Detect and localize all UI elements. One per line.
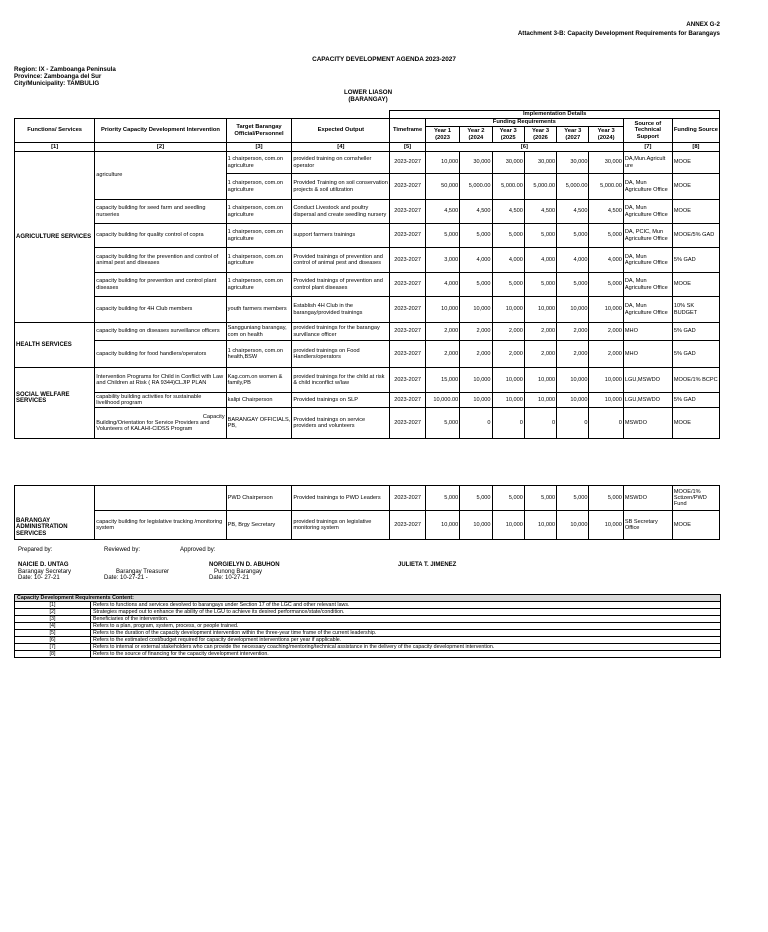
reference-key: [5] — [15, 630, 91, 637]
fund-cell: MOOE — [672, 511, 719, 540]
amount-cell: 5,000 — [460, 273, 492, 297]
source-cell: MSWDO — [623, 408, 672, 439]
prepared-label: Prepared by: — [18, 547, 53, 553]
section-agriculture: AGRICULTURE SERVICES — [15, 152, 95, 323]
col-funding-req-header: Funding Requirements — [425, 119, 623, 127]
table-row — [15, 224, 720, 248]
amount-cell: 5,000 — [557, 224, 589, 248]
timeframe-cell: 2023-2027 — [390, 511, 425, 540]
fund-cell: 10% SK BUDGET — [672, 297, 719, 323]
reference-item — [15, 602, 721, 609]
intervention-capacity-label: Capacity — [202, 413, 225, 420]
table-row — [15, 273, 720, 297]
amount-cell: 30,000 — [460, 152, 492, 174]
amount-cell: 0 — [557, 408, 589, 439]
reviewed-label: Reviewed by: — [104, 547, 141, 553]
timeframe-cell: 2023-2027 — [390, 408, 425, 439]
output-cell: Provided Training on soil conservation projects & soil utilization — [292, 174, 390, 200]
amount-cell: 5,000 — [425, 486, 459, 511]
amount-cell: 2,000 — [557, 341, 589, 368]
amount-cell: 5,000 — [589, 486, 623, 511]
timeframe-cell: 2023-2027 — [390, 152, 425, 174]
fund-cell: MOOE — [672, 408, 719, 439]
amount-cell: 4,500 — [524, 200, 556, 224]
amount-cell: 10,000 — [524, 393, 556, 408]
amount-cell: 5,000 — [425, 408, 459, 439]
timeframe-cell: 2023-2027 — [390, 273, 425, 297]
amount-cell: 10,000 — [460, 368, 492, 393]
source-cell: DA, Mun Agriculture Office — [623, 200, 672, 224]
intervention-cell — [95, 408, 226, 439]
reference-item — [15, 637, 721, 644]
target-cell: BARANGAY OFFICIALS, PB, — [226, 408, 292, 439]
col-number: [5] — [390, 143, 425, 152]
amount-cell: 4,000 — [557, 248, 589, 273]
target-cell: Kag.com.on women & family,PB — [226, 368, 292, 393]
table-row — [15, 511, 720, 540]
amount-cell: 10,000 — [589, 368, 623, 393]
capacity-table — [14, 110, 720, 540]
table-row — [15, 323, 720, 341]
col-number: [6] — [425, 143, 623, 152]
reference-key: [1] — [15, 602, 91, 609]
amount-cell: 10,000 — [492, 368, 524, 393]
amount-cell: 2,000 — [524, 341, 556, 368]
intervention-cell: capacity building for the prevention and control of animal pest and diseases — [95, 248, 226, 273]
year-header: Year 3 (2024) — [589, 127, 623, 143]
amount-cell: 30,000 — [492, 152, 524, 174]
source-cell: DA, Mun Agriculture Office — [623, 273, 672, 297]
timeframe-cell: 2023-2027 — [390, 486, 425, 511]
output-cell: Provided trainings on service providers and volunteers — [292, 408, 390, 439]
intervention-cell — [95, 486, 226, 511]
fund-cell: MOOE — [672, 174, 719, 200]
intervention-cell: capacity building for legislative tracking /monitoring system — [95, 511, 226, 540]
reference-item — [15, 651, 721, 658]
spacer — [15, 439, 720, 486]
amount-cell: 2,000 — [460, 323, 492, 341]
output-cell: provided trainings for the child at risk & child inconflict w/law — [292, 368, 390, 393]
target-cell: 1 chairperson, com.on agriculture — [226, 224, 292, 248]
amount-cell: 5,000 — [524, 224, 556, 248]
page-title: CAPACITY DEVELOPMENT AGENDA 2023-2027 — [312, 56, 456, 63]
timeframe-cell: 2023-2027 — [390, 174, 425, 200]
fund-cell: MOOE/1% BCPC — [672, 368, 719, 393]
table-row — [15, 297, 720, 323]
source-cell: LGU,MSWDO — [623, 393, 672, 408]
amount-cell: 5,000.00 — [557, 174, 589, 200]
reviewer-title: Barangay Treasurer — [116, 569, 170, 575]
amount-cell: 10,000 — [425, 152, 459, 174]
timeframe-cell: 2023-2027 — [390, 248, 425, 273]
preparer-date: Date: 10- 27-21 — [18, 575, 60, 581]
reference-key: [4] — [15, 623, 91, 630]
amount-cell: 2,000 — [524, 323, 556, 341]
intervention-cell: capacity building for prevention and control plant diseases — [95, 273, 226, 297]
amount-cell: 0 — [524, 408, 556, 439]
col-priority-header: Priority Capacity Development Intervention — [95, 119, 226, 143]
amount-cell: 0 — [492, 408, 524, 439]
amount-cell: 4,500 — [425, 200, 459, 224]
year-header: Year 3 (2025 — [492, 127, 524, 143]
col-number: [4] — [292, 143, 390, 152]
output-cell: provided trainings on Food Handlers/operators — [292, 341, 390, 368]
reference-table — [14, 594, 721, 658]
col-timeframe-header: Timeframe — [390, 119, 425, 143]
city-label: City/Municipality: TAMBULIG — [14, 80, 100, 87]
amount-cell: 5,000 — [557, 486, 589, 511]
amount-cell: 10,000 — [524, 297, 556, 323]
approved-label: Approved by: — [180, 547, 216, 553]
barangay-label: (BARANGAY) — [348, 96, 388, 103]
intervention-cell: capability building activities for sustainable livelihood program — [95, 393, 226, 408]
province-label: Province: Zamboanga del Sur — [14, 73, 102, 80]
intervention-cell: capacity building on diseases surveillance officers — [95, 323, 226, 341]
reference-key: [2] — [15, 609, 91, 616]
table-row — [15, 152, 720, 174]
section-barangay-admin: BARANGAY ADMINISTRATION SERVICES — [15, 486, 95, 540]
reference-key: [6] — [15, 637, 91, 644]
reference-key: [8] — [15, 651, 91, 658]
amount-cell: 2,000 — [589, 341, 623, 368]
amount-cell: 4,000 — [460, 248, 492, 273]
amount-cell: 2,000 — [425, 341, 459, 368]
amount-cell: 5,000 — [589, 224, 623, 248]
reference-text: Strategies mapped out to enhance the ability of the LGU to achieve its desired performance/state/condition. — [91, 609, 721, 616]
intervention-cell: capacity building for 4H Club members — [95, 297, 226, 323]
amount-cell: 4,500 — [460, 200, 492, 224]
col-funding-source-header: Funding Source — [672, 119, 719, 143]
intervention-cell: agriculture — [95, 152, 226, 200]
year-header: Year 3 (2027 — [557, 127, 589, 143]
intervention-cell: capacity building for quality control of copra — [95, 224, 226, 248]
amount-cell: 4,500 — [557, 200, 589, 224]
annex-label: ANNEX G-2 — [686, 21, 720, 28]
reference-text: Refers to the duration of the capacity development intervention within the three-year time frame of the current leadership. — [91, 630, 721, 637]
target-cell: 1 chairperson, com.on agriculture — [226, 248, 292, 273]
other-signatory-name: JULIETA T. JIMENEZ — [398, 562, 457, 568]
impl-details-header: Implementation Details — [390, 111, 720, 119]
barangay-name: LOWER LIASON — [343, 89, 393, 96]
amount-cell: 10,000 — [557, 368, 589, 393]
amount-cell: 5,000.00 — [460, 174, 492, 200]
amount-cell: 5,000 — [492, 273, 524, 297]
blank-cell — [15, 111, 390, 119]
amount-cell: 4,500 — [589, 200, 623, 224]
amount-cell: 4,000 — [425, 273, 459, 297]
preparer-title: Barangay Secretary — [18, 569, 72, 575]
amount-cell: 10,000 — [524, 511, 556, 540]
source-cell: SB Secretary Office — [623, 511, 672, 540]
table-row — [15, 341, 720, 368]
target-cell: PWD Chairperson — [226, 486, 292, 511]
source-cell: MHO — [623, 341, 672, 368]
year-header: Year 2 (2024 — [460, 127, 492, 143]
amount-cell: 10,000 — [557, 511, 589, 540]
fund-cell: 5% GAD — [672, 248, 719, 273]
reference-item — [15, 630, 721, 637]
col-functions-header: Functions/ Services — [15, 119, 95, 143]
year-header: Year 3 (2026 — [524, 127, 556, 143]
fund-cell: 5% GAD — [672, 393, 719, 408]
amount-cell: 4,000 — [492, 248, 524, 273]
intervention-cell: capacity building for seed farm and seedling nurseries — [95, 200, 226, 224]
amount-cell: 50,000 — [425, 174, 459, 200]
amount-cell: 2,000 — [460, 341, 492, 368]
amount-cell: 0 — [460, 408, 492, 439]
amount-cell: 4,000 — [524, 248, 556, 273]
source-cell: LGU,MSWDO — [623, 368, 672, 393]
amount-cell: 2,000 — [589, 323, 623, 341]
amount-cell: 2,000 — [492, 323, 524, 341]
output-cell: Provided trainings to PWD Leaders — [292, 486, 390, 511]
fund-cell: 5% GAD — [672, 341, 719, 368]
reference-key: [3] — [15, 616, 91, 623]
target-cell: 1 chairperson, com.on agriculture — [226, 200, 292, 224]
fund-cell: MOOE — [672, 200, 719, 224]
amount-cell: 10,000 — [460, 297, 492, 323]
target-cell: Sangguniang barangay, com on health — [226, 323, 292, 341]
reference-item — [15, 623, 721, 630]
output-cell: Provided trainings of prevention and control of animal pest and diseases — [292, 248, 390, 273]
table-row — [15, 393, 720, 408]
section-social-welfare: SOCIAL WELFARE SERVICES — [15, 368, 95, 439]
target-cell: 1 chairperson, com.on health,BSW — [226, 341, 292, 368]
col-number: [7] — [623, 143, 672, 152]
amount-cell: 5,000.00 — [492, 174, 524, 200]
amount-cell: 15,000 — [425, 368, 459, 393]
amount-cell: 5,000 — [589, 273, 623, 297]
amount-cell: 5,000 — [524, 273, 556, 297]
source-cell: DA,Mun.Agricult ure — [623, 152, 672, 174]
target-cell: youth farmers members — [226, 297, 292, 323]
approver-name: NORGIELYN D. ABUHON — [209, 562, 280, 568]
region-label: Region: IX - Zamboanga Peninsula — [14, 66, 116, 73]
amount-cell: 5,000 — [460, 224, 492, 248]
output-cell: Conduct Livestock and poultry dispersal and create seedling nursery — [292, 200, 390, 224]
reference-text: Refers to the source of financing for the capacity development intervention. — [91, 651, 721, 658]
amount-cell: 10,000 — [492, 393, 524, 408]
amount-cell: 5,000 — [425, 224, 459, 248]
amount-cell: 0 — [589, 408, 623, 439]
fund-cell: MOOE — [672, 273, 719, 297]
amount-cell: 2,000 — [557, 323, 589, 341]
fund-cell: MOOE — [672, 152, 719, 174]
col-source-tech-header: Source of Technical Support — [623, 119, 672, 143]
source-cell: DA, Mun Agriculture Office — [623, 174, 672, 200]
output-cell: Establish 4H Club in the barangay/provided trainings — [292, 297, 390, 323]
intervention-text: Building/Orientation for Service Providers and Volunteers of KALAHI-CIDSS Program — [96, 419, 210, 433]
section-health: HEALTH SERVICES — [15, 323, 95, 368]
target-cell: kalipi Chairperson — [226, 393, 292, 408]
col-output-header: Expected Output — [292, 119, 390, 143]
source-cell: DA, PCIC, Mun Agriculture Office — [623, 224, 672, 248]
reference-item — [15, 616, 721, 623]
reference-item — [15, 644, 721, 651]
col-target-header: Target Barangay Official/Personnel — [226, 119, 292, 143]
target-cell: 1 chairperson, com.on agriculture — [226, 152, 292, 174]
reference-text: Beneficiaries of the intervention. — [91, 616, 721, 623]
output-cell: provided training on cornsheller operator — [292, 152, 390, 174]
table-row — [15, 486, 720, 511]
col-number: [8] — [672, 143, 719, 152]
col-number: [3] — [226, 143, 292, 152]
amount-cell: 5,000.00 — [524, 174, 556, 200]
output-cell: provided trainings for the barangay survillance officer — [292, 323, 390, 341]
amount-cell: 5,000.00 — [589, 174, 623, 200]
output-cell: provided trainings on legislative monitoring system — [292, 511, 390, 540]
intervention-cell: capacity building for food handlers/operators — [95, 341, 226, 368]
year-header: Year 1 (2023 — [425, 127, 459, 143]
timeframe-cell: 2023-2027 — [390, 393, 425, 408]
amount-cell: 3,000 — [425, 248, 459, 273]
amount-cell: 10,000 — [589, 297, 623, 323]
col-number: [2] — [95, 143, 226, 152]
amount-cell: 10,000 — [425, 511, 459, 540]
amount-cell: 2,000 — [425, 323, 459, 341]
timeframe-cell: 2023-2027 — [390, 297, 425, 323]
amount-cell: 4,500 — [492, 200, 524, 224]
table-row — [15, 200, 720, 224]
amount-cell: 2,000 — [492, 341, 524, 368]
reference-text: Refers to the estimated cost/budget required for capacity development interventions per year if applicable. — [91, 637, 721, 644]
reference-text: Refers to a plan, program, system, process, or people trained. — [91, 623, 721, 630]
table-row — [15, 408, 720, 439]
amount-cell: 5,000 — [460, 486, 492, 511]
amount-cell: 10,000 — [589, 393, 623, 408]
target-cell: 1 chairperson, com.on agriculture — [226, 174, 292, 200]
amount-cell: 30,000 — [524, 152, 556, 174]
timeframe-cell: 2023-2027 — [390, 200, 425, 224]
col-number: [1] — [15, 143, 95, 152]
attachment-label: Attachment 3-B: Capacity Development Requirements for Barangays — [517, 30, 720, 37]
amount-cell: 10,000 — [460, 511, 492, 540]
amount-cell: 10,000 — [492, 297, 524, 323]
intervention-cell: Intervention Programs for Child in Conflict with Law and Children at Risk ( RA 9344)CLJIP PLAN — [95, 368, 226, 393]
target-cell: 1 chairperson, com.on agriculture — [226, 273, 292, 297]
reviewer-date: Date: 10-27-21 - — [104, 575, 148, 581]
preparer-name: NAICIE D. UNTAG — [18, 562, 69, 568]
fund-cell: MOOE/1% Sctizen/PWD Fund — [672, 486, 719, 511]
source-cell: DA, Mun Agriculture Office — [623, 297, 672, 323]
amount-cell: 4,000 — [589, 248, 623, 273]
fund-cell: MOOE/5% GAD — [672, 224, 719, 248]
target-cell: PB, Brgy Secretary — [226, 511, 292, 540]
timeframe-cell: 2023-2027 — [390, 368, 425, 393]
amount-cell: 10,000 — [589, 511, 623, 540]
output-cell: support farmers trainings — [292, 224, 390, 248]
amount-cell: 5,000 — [524, 486, 556, 511]
table-row — [15, 368, 720, 393]
source-cell: MHO — [623, 323, 672, 341]
output-cell: Provided trainings on SLP — [292, 393, 390, 408]
reference-key: [7] — [15, 644, 91, 651]
source-cell: MSWDO — [623, 486, 672, 511]
fund-cell: 5% GAD — [672, 323, 719, 341]
reference-text: Refers to internal or external stakeholders who can provide the necessary coaching/mentoring/technical assistance in the delivery of the capacity development intervention. — [91, 644, 721, 651]
reference-item — [15, 609, 721, 616]
amount-cell: 30,000 — [589, 152, 623, 174]
timeframe-cell: 2023-2027 — [390, 323, 425, 341]
approver-title: Punong Barangay — [214, 569, 263, 575]
reference-text: Refers to functions and services devolved to barangays under Section 17 of the LGC and other relevant laws. — [91, 602, 721, 609]
amount-cell: 5,000 — [492, 486, 524, 511]
source-cell: DA, Mun Agriculture Office — [623, 248, 672, 273]
amount-cell: 10,000 — [557, 393, 589, 408]
amount-cell: 10,000 — [460, 393, 492, 408]
amount-cell: 5,000 — [492, 224, 524, 248]
amount-cell: 10,000 — [524, 368, 556, 393]
table-row — [15, 248, 720, 273]
approver-date: Date: 10-27-21 — [209, 575, 250, 581]
amount-cell: 10,000 — [425, 297, 459, 323]
reference-title: Capacity Development Requirements Content: — [15, 595, 721, 602]
amount-cell: 10,000 — [557, 297, 589, 323]
amount-cell: 30,000 — [557, 152, 589, 174]
output-cell: Provided trainings of prevention and control plant diseases — [292, 273, 390, 297]
amount-cell: 5,000 — [557, 273, 589, 297]
amount-cell: 10,000.00 — [425, 393, 459, 408]
timeframe-cell: 2023-2027 — [390, 341, 425, 368]
timeframe-cell: 2023-2027 — [390, 224, 425, 248]
amount-cell: 10,000 — [492, 511, 524, 540]
